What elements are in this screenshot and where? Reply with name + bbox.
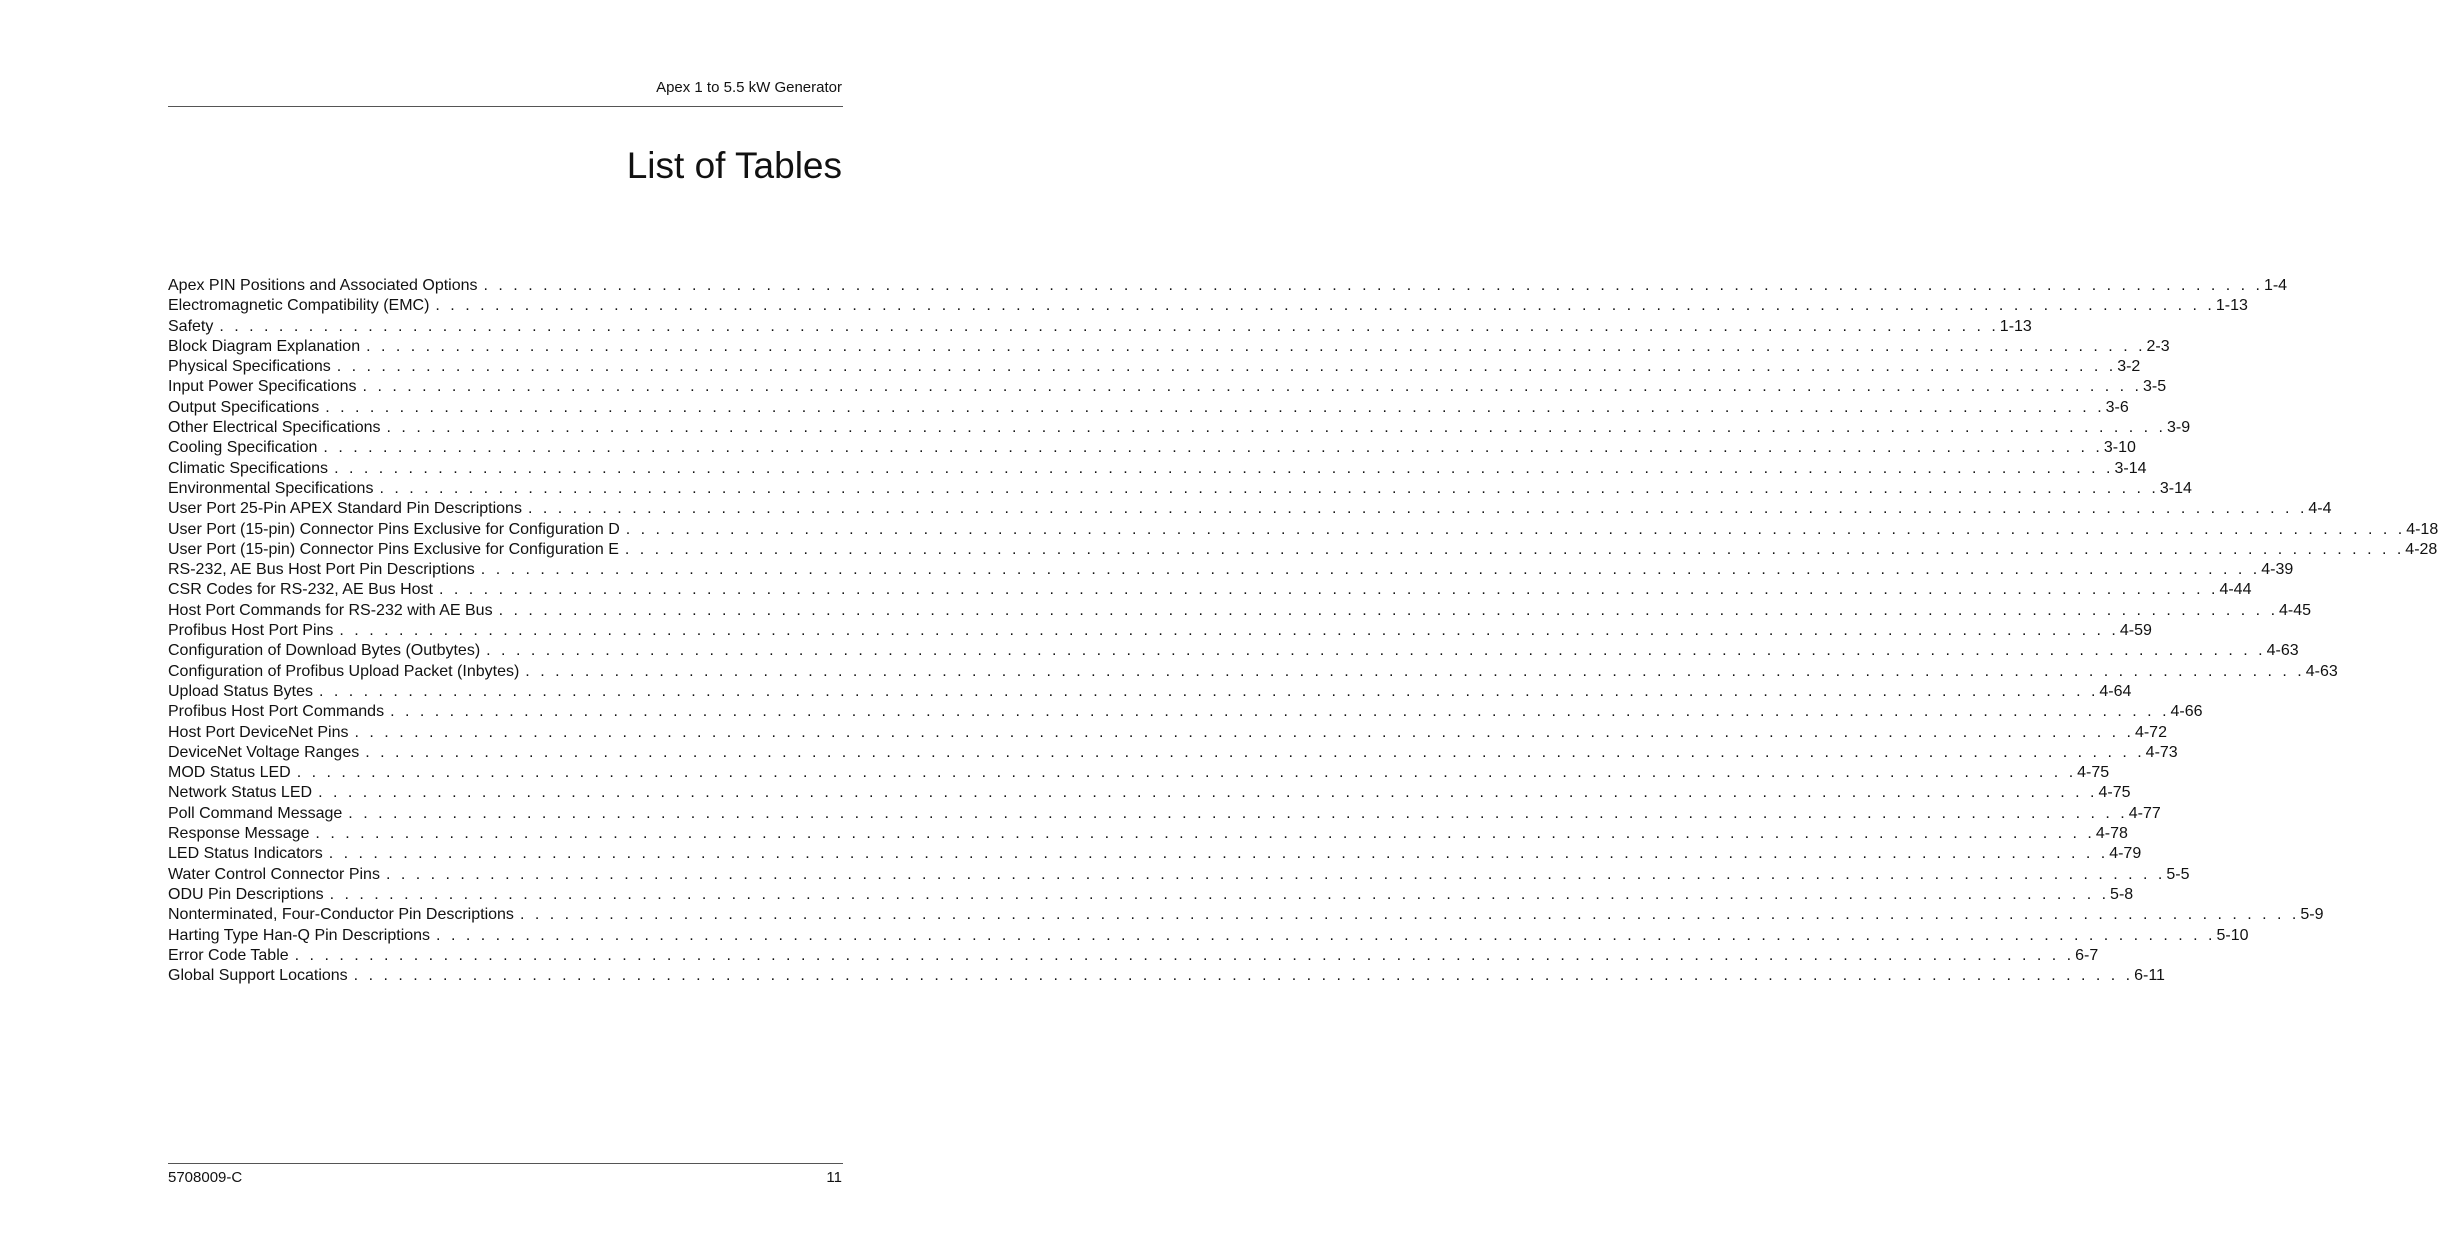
toc-leader-dots: . . . . . . . . . . . . . . . . . . . . . . . . . . . . . . . . . . . . . . . . . . . . . . . . . . . . . . . . . . . . . . . . . . . . . . . . . . . . . . . . . . . . . . . . . . . . . . . . . . . . . . . . . . . . . . . . . . . . . . . . <box>439 581 2219 599</box>
toc-entry[interactable] <box>168 926 2249 946</box>
toc-entry-page: 3-5 <box>2142 378 2167 396</box>
toc-leader-dots: . . . . . . . . . . . . . . . . . . . . . . . . . . . . . . . . . . . . . . . . . . . . . . . . . . . . . . . . . . . . . . . . . . . . . . . . . . . . . . . . . . . . . . . . . . . . . . . . . . . . . . . . . . . . . . . . . . . . . . . . <box>353 967 2134 985</box>
toc-entry-page: 4-59 <box>2119 622 2152 640</box>
toc-entry-title: Upload Status Bytes <box>168 682 313 700</box>
toc-entry-page: 5-5 <box>2166 865 2190 883</box>
toc-entry-title: Global Support Locations <box>168 967 348 985</box>
toc-leader-dots: . . . . . . . . . . . . . . . . . . . . . . . . . . . . . . . . . . . . . . . . . . . . . . . . . . . . . . . . . . . . . . . . . . . . . . . . . . . . . . . . . . . . . . . . . . . . . . . . . . . . . . . . . . . . . . . . . . . . . . . . <box>480 561 2261 579</box>
toc-leader-dots: . . . . . . . . . . . . . . . . . . . . . . . . . . . . . . . . . . . . . . . . . . . . . . . . . . . . . . . . . . . . . . . . . . . . . . . . . . . . . . . . . . . . . . . . . . . . . . . . . . . . . . . . . . . . . . . . . . . . . . . . <box>486 642 2266 660</box>
toc-entry-page: 4-77 <box>2128 804 2161 822</box>
toc-leader-dots: . . . . . . . . . . . . . . . . . . . . . . . . . . . . . . . . . . . . . . . . . . . . . . . . . . . . . . . . . . . . . . . . . . . . . . . . . . . . . . . . . . . . . . . . . . . . . . . . . . . . . . . . . . . . . . . . . . . . . . . . <box>519 906 2300 924</box>
toc-entry-title: LED Status Indicators <box>168 845 323 863</box>
toc-leader-dots: . . . . . . . . . . . . . . . . . . . . . . . . . . . . . . . . . . . . . . . . . . . . . . . . . . . . . . . . . . . . . . . . . . . . . . . . . . . . . . . . . . . . . . . . . . . . . . . . . . . . . . . . . . . . . . . . . . . . . . . . <box>625 520 2406 538</box>
toc-leader-dots: . . . . . . . . . . . . . . . . . . . . . . . . . . . . . . . . . . . . . . . . . . . . . . . . . . . . . . . . . . . . . . . . . . . . . . . . . . . . . . . . . . . . . . . . . . . . . . . . . . . . . . . . . . . . . . . . . . . . . . . . <box>525 662 2305 680</box>
toc-leader-dots: . . . . . . . . . . . . . . . . . . . . . . . . . . . . . . . . . . . . . . . . . . . . . . . . . . . . . . . . . . . . . . . . . . . . . . . . . . . . . . . . . . . . . . . . . . . . . . . . . . . . . . . . . . . . . . . . . . . . . . . . <box>315 825 2095 843</box>
toc-leader-dots: . . . . . . . . . . . . . . . . . . . . . . . . . . . . . . . . . . . . . . . . . . . . . . . . . . . . . . . . . . . . . . . . . . . . . . . . . . . . . . . . . . . . . . . . . . . . . . . . . . . . . . . . . . . . . . . . . . . . . . . . <box>527 500 2308 518</box>
document-number: 5708009-C <box>168 1169 243 1186</box>
toc-leader-dots: . . . . . . . . . . . . . . . . . . . . . . . . . . . . . . . . . . . . . . . . . . . . . . . . . . . . . . . . . . . . . . . . . . . . . . . . . . . . . . . . . . . . . . . . . . . . . . . . . . . . . . . . . . . . . . . . . . . . . . . . <box>318 784 2098 802</box>
toc-entry-page: 4-73 <box>2145 743 2178 761</box>
toc-entry[interactable] <box>168 723 2167 743</box>
toc-entry-title: User Port (15-pin) Connector Pins Exclusive for Configuration E <box>168 540 619 558</box>
toc-leader-dots: . . . . . . . . . . . . . . . . . . . . . . . . . . . . . . . . . . . . . . . . . . . . . . . . . . . . . . . . . . . . . . . . . . . . . . . . . . . . . . . . . . . . . . . . . . . . . . . . . . . . . . . . . . . . . . . . . . . . . . . . <box>219 317 1999 335</box>
toc-entry-page: 4-75 <box>2098 784 2131 802</box>
toc-entry-title: Error Code Table <box>168 946 289 964</box>
toc-entry-page: 4-4 <box>2308 500 2332 518</box>
toc-entry-page: 6-7 <box>2075 946 2099 964</box>
page-title: List of Tables <box>626 145 842 186</box>
toc-entry[interactable] <box>168 357 2141 377</box>
toc-entry[interactable] <box>168 601 2312 621</box>
toc-leader-dots: . . . . . . . . . . . . . . . . . . . . . . . . . . . . . . . . . . . . . . . . . . . . . . . . . . . . . . . . . . . . . . . . . . . . . . . . . . . . . . . . . . . . . . . . . . . . . . . . . . . . . . . . . . . . . . . . . . . . . . . . <box>379 479 2159 497</box>
toc-entry-title: MOD Status LED <box>168 764 291 782</box>
toc-leader-dots: . . . . . . . . . . . . . . . . . . . . . . . . . . . . . . . . . . . . . . . . . . . . . . . . . . . . . . . . . . . . . . . . . . . . . . . . . . . . . . . . . . . . . . . . . . . . . . . . . . . . . . . . . . . . . . . . . . . . . . . . <box>325 398 2105 416</box>
toc-entry[interactable] <box>168 682 2132 702</box>
toc-entry-title: Input Power Specifications <box>168 378 357 396</box>
toc-leader-dots: . . . . . . . . . . . . . . . . . . . . . . . . . . . . . . . . . . . . . . . . . . . . . . . . . . . . . . . . . . . . . . . . . . . . . . . . . . . . . . . . . . . . . . . . . . . . . . . . . . . . . . . . . . . . . . . . . . . . . . . . <box>435 297 2215 315</box>
footer-rule <box>168 1163 843 1164</box>
toc-entry-page: 3-9 <box>2166 419 2191 437</box>
toc-entry[interactable] <box>168 865 2190 885</box>
toc-entry[interactable] <box>168 966 2165 986</box>
toc-entry[interactable] <box>168 438 2136 458</box>
toc-leader-dots: . . . . . . . . . . . . . . . . . . . . . . . . . . . . . . . . . . . . . . . . . . . . . . . . . . . . . . . . . . . . . . . . . . . . . . . . . . . . . . . . . . . . . . . . . . . . . . . . . . . . . . . . . . . . . . . . . . . . . . . . <box>385 865 2166 883</box>
toc-entry[interactable] <box>168 377 2167 397</box>
toc-entry-page: 5-9 <box>2300 906 2324 924</box>
running-header: Apex 1 to 5.5 kW Generator <box>656 79 842 96</box>
toc-entry[interactable] <box>168 276 2288 296</box>
toc-entry-title: Apex PIN Positions and Associated Options <box>168 277 478 294</box>
toc-entry-page: 1-13 <box>2215 297 2248 315</box>
toc-entry-page: 4-39 <box>2261 561 2294 579</box>
toc-entry-title: RS-232, AE Bus Host Port Pin Descriptions <box>168 561 475 579</box>
toc-leader-dots: . . . . . . . . . . . . . . . . . . . . . . . . . . . . . . . . . . . . . . . . . . . . . . . . . . . . . . . . . . . . . . . . . . . . . . . . . . . . . . . . . . . . . . . . . . . . . . . . . . . . . . . . . . . . . . . . . . . . . . . . <box>354 723 2134 741</box>
toc-entry-title: Environmental Specifications <box>168 479 374 497</box>
toc-entry-title: ODU Pin Descriptions <box>168 885 324 903</box>
toc-entry-title: Configuration of Download Bytes (Outbytes) <box>168 642 481 660</box>
toc-entry[interactable] <box>168 804 2161 824</box>
toc-entry-title: User Port 25-Pin APEX Standard Pin Descriptions <box>168 500 522 518</box>
toc-entry-title: Profibus Host Port Pins <box>168 622 334 640</box>
toc-leader-dots: . . . . . . . . . . . . . . . . . . . . . . . . . . . . . . . . . . . . . . . . . . . . . . . . . . . . . . . . . . . . . . . . . . . . . . . . . . . . . . . . . . . . . . . . . . . . . . . . . . . . . . . . . . . . . . . . . . . . . . . . <box>483 277 2263 294</box>
toc-entry-page: 3-10 <box>2103 439 2136 457</box>
toc-entry[interactable] <box>168 763 2110 783</box>
toc-entry[interactable] <box>168 540 2438 560</box>
toc-entry-page: 5-10 <box>2216 926 2249 944</box>
toc-leader-dots: . . . . . . . . . . . . . . . . . . . . . . . . . . . . . . . . . . . . . . . . . . . . . . . . . . . . . . . . . . . . . . . . . . . . . . . . . . . . . . . . . . . . . . . . . . . . . . . . . . . . . . . . . . . . . . . . . . . . . . . . <box>323 439 2103 457</box>
toc-entry-page: 4-75 <box>2077 764 2110 782</box>
toc-entry-title: User Port (15-pin) Connector Pins Exclusive for Configuration D <box>168 520 620 538</box>
toc-entry[interactable] <box>168 905 2324 925</box>
toc-entry-page: 3-14 <box>2159 479 2192 497</box>
toc-entry[interactable] <box>168 743 2178 763</box>
toc-leader-dots: . . . . . . . . . . . . . . . . . . . . . . . . . . . . . . . . . . . . . . . . . . . . . . . . . . . . . . . . . . . . . . . . . . . . . . . . . . . . . . . . . . . . . . . . . . . . . . . . . . . . . . . . . . . . . . . . . . . . . . . . <box>386 419 2166 437</box>
toc-entry-page: 4-79 <box>2109 845 2142 863</box>
toc-entry[interactable] <box>168 560 2294 580</box>
toc-leader-dots: . . . . . . . . . . . . . . . . . . . . . . . . . . . . . . . . . . . . . . . . . . . . . . . . . . . . . . . . . . . . . . . . . . . . . . . . . . . . . . . . . . . . . . . . . . . . . . . . . . . . . . . . . . . . . . . . . . . . . . . . <box>436 926 2216 944</box>
toc-entry[interactable] <box>168 621 2152 641</box>
toc-entry-title: Network Status LED <box>168 784 313 802</box>
header-rule <box>168 106 843 107</box>
page-number: 11 <box>826 1169 842 1186</box>
toc-leader-dots: . . . . . . . . . . . . . . . . . . . . . . . . . . . . . . . . . . . . . . . . . . . . . . . . . . . . . . . . . . . . . . . . . . . . . . . . . . . . . . . . . . . . . . . . . . . . . . . . . . . . . . . . . . . . . . . . . . . . . . . . <box>318 682 2099 700</box>
toc-entry-page: 4-78 <box>2095 825 2128 843</box>
toc-entry-page: 4-64 <box>2099 682 2132 700</box>
toc-entry[interactable] <box>168 296 2248 316</box>
toc-entry-page: 4-63 <box>2305 662 2338 680</box>
toc-entry-page: 4-45 <box>2279 601 2312 619</box>
toc-entry-page: 3-14 <box>2114 459 2147 477</box>
toc-entry-title: CSR Codes for RS-232, AE Bus Host <box>168 581 433 599</box>
toc-leader-dots: . . . . . . . . . . . . . . . . . . . . . . . . . . . . . . . . . . . . . . . . . . . . . . . . . . . . . . . . . . . . . . . . . . . . . . . . . . . . . . . . . . . . . . . . . . . . . . . . . . . . . . . . . . . . . . . . . . . . . . . . <box>339 622 2119 640</box>
toc-entry[interactable] <box>168 662 2338 682</box>
toc-entry[interactable] <box>168 580 2252 600</box>
toc-entry[interactable] <box>168 885 2134 905</box>
toc-entry-page: 3-6 <box>2105 398 2129 416</box>
toc-entry-page: 6-11 <box>2134 967 2165 985</box>
toc-entry[interactable] <box>168 418 2191 438</box>
toc-leader-dots: . . . . . . . . . . . . . . . . . . . . . . . . . . . . . . . . . . . . . . . . . . . . . . . . . . . . . . . . . . . . . . . . . . . . . . . . . . . . . . . . . . . . . . . . . . . . . . . . . . . . . . . . . . . . . . . . . . . . . . . . <box>365 743 2145 761</box>
toc-leader-dots: . . . . . . . . . . . . . . . . . . . . . . . . . . . . . . . . . . . . . . . . . . . . . . . . . . . . . . . . . . . . . . . . . . . . . . . . . . . . . . . . . . . . . . . . . . . . . . . . . . . . . . . . . . . . . . . . . . . . . . . . <box>390 703 2170 721</box>
toc-leader-dots: . . . . . . . . . . . . . . . . . . . . . . . . . . . . . . . . . . . . . . . . . . . . . . . . . . . . . . . . . . . . . . . . . . . . . . . . . . . . . . . . . . . . . . . . . . . . . . . . . . . . . . . . . . . . . . . . . . . . . . . . <box>498 601 2279 619</box>
toc-entry-title: Output Specifications <box>168 398 320 416</box>
toc-entry-title: Profibus Host Port Commands <box>168 703 385 721</box>
toc-leader-dots: . . . . . . . . . . . . . . . . . . . . . . . . . . . . . . . . . . . . . . . . . . . . . . . . . . . . . . . . . . . . . . . . . . . . . . . . . . . . . . . . . . . . . . . . . . . . . . . . . . . . . . . . . . . . . . . . . . . . . . . . <box>328 845 2109 863</box>
toc-entry-page: 4-28 <box>2405 540 2438 558</box>
toc-leader-dots: . . . . . . . . . . . . . . . . . . . . . . . . . . . . . . . . . . . . . . . . . . . . . . . . . . . . . . . . . . . . . . . . . . . . . . . . . . . . . . . . . . . . . . . . . . . . . . . . . . . . . . . . . . . . . . . . . . . . . . . . <box>348 804 2128 822</box>
toc-leader-dots: . . . . . . . . . . . . . . . . . . . . . . . . . . . . . . . . . . . . . . . . . . . . . . . . . . . . . . . . . . . . . . . . . . . . . . . . . . . . . . . . . . . . . . . . . . . . . . . . . . . . . . . . . . . . . . . . . . . . . . . . <box>366 337 2146 355</box>
toc-entry[interactable] <box>168 702 2203 722</box>
toc-entry-title: Safety <box>168 317 214 335</box>
toc-entry-title: Physical Specifications <box>168 358 331 376</box>
toc-entry-title: Cooling Specification <box>168 439 318 457</box>
toc-entry-page: 3-2 <box>2117 358 2141 376</box>
toc-entry[interactable] <box>168 641 2299 661</box>
toc-leader-dots: . . . . . . . . . . . . . . . . . . . . . . . . . . . . . . . . . . . . . . . . . . . . . . . . . . . . . . . . . . . . . . . . . . . . . . . . . . . . . . . . . . . . . . . . . . . . . . . . . . . . . . . . . . . . . . . . . . . . . . . . <box>362 378 2142 396</box>
toc-entry[interactable] <box>168 844 2142 864</box>
toc-entry-title: DeviceNet Voltage Ranges <box>168 743 360 761</box>
list-of-tables <box>168 276 2438 986</box>
toc-entry-page: 4-44 <box>2219 581 2252 599</box>
toc-entry[interactable] <box>168 337 2170 357</box>
toc-entry-page: 4-63 <box>2266 642 2299 660</box>
toc-entry[interactable] <box>168 479 2192 499</box>
toc-entry-page: 4-66 <box>2170 703 2203 721</box>
toc-leader-dots: . . . . . . . . . . . . . . . . . . . . . . . . . . . . . . . . . . . . . . . . . . . . . . . . . . . . . . . . . . . . . . . . . . . . . . . . . . . . . . . . . . . . . . . . . . . . . . . . . . . . . . . . . . . . . . . . . . . . . . . . <box>296 764 2077 782</box>
toc-entry-title: Climatic Specifications <box>168 459 329 477</box>
toc-entry-title: Host Port DeviceNet Pins <box>168 723 349 741</box>
toc-leader-dots: . . . . . . . . . . . . . . . . . . . . . . . . . . . . . . . . . . . . . . . . . . . . . . . . . . . . . . . . . . . . . . . . . . . . . . . . . . . . . . . . . . . . . . . . . . . . . . . . . . . . . . . . . . . . . . . . . . . . . . . . <box>294 946 2075 964</box>
toc-entry[interactable] <box>168 783 2131 803</box>
toc-leader-dots: . . . . . . . . . . . . . . . . . . . . . . . . . . . . . . . . . . . . . . . . . . . . . . . . . . . . . . . . . . . . . . . . . . . . . . . . . . . . . . . . . . . . . . . . . . . . . . . . . . . . . . . . . . . . . . . . . . . . . . . . <box>329 885 2110 903</box>
toc-entry-title: Block Diagram Explanation <box>168 337 361 355</box>
toc-entry-page: 1-13 <box>1999 317 2032 335</box>
toc-entry-page: 5-8 <box>2110 885 2134 903</box>
toc-entry-page: 4-18 <box>2406 520 2438 538</box>
toc-entry-title: Nonterminated, Four-Conductor Pin Descriptions <box>168 906 514 924</box>
toc-entry-title: Configuration of Profibus Upload Packet (Inbytes) <box>168 662 520 680</box>
toc-entry-page: 1-4 <box>2263 277 2288 294</box>
toc-entry-title: Poll Command Message <box>168 804 343 822</box>
toc-leader-dots: . . . . . . . . . . . . . . . . . . . . . . . . . . . . . . . . . . . . . . . . . . . . . . . . . . . . . . . . . . . . . . . . . . . . . . . . . . . . . . . . . . . . . . . . . . . . . . . . . . . . . . . . . . . . . . . . . . . . . . . . <box>334 459 2114 477</box>
toc-entry[interactable] <box>168 459 2147 479</box>
toc-entry-title: Host Port Commands for RS-232 with AE Bus <box>168 601 493 619</box>
toc-entry-title: Other Electrical Specifications <box>168 419 381 437</box>
toc-entry-title: Electromagnetic Compatibility (EMC) <box>168 297 430 315</box>
toc-entry[interactable] <box>168 824 2128 844</box>
toc-entry-title: Harting Type Han-Q Pin Descriptions <box>168 926 431 944</box>
toc-entry[interactable] <box>168 946 2099 966</box>
toc-entry-title: Response Message <box>168 825 310 843</box>
toc-leader-dots: . . . . . . . . . . . . . . . . . . . . . . . . . . . . . . . . . . . . . . . . . . . . . . . . . . . . . . . . . . . . . . . . . . . . . . . . . . . . . . . . . . . . . . . . . . . . . . . . . . . . . . . . . . . . . . . . . . . . . . . . <box>624 540 2405 558</box>
toc-entry[interactable] <box>168 398 2129 418</box>
toc-entry[interactable] <box>168 499 2332 519</box>
toc-entry[interactable] <box>168 520 2438 540</box>
toc-entry[interactable] <box>168 317 2032 337</box>
toc-entry-page: 2-3 <box>2146 337 2170 355</box>
toc-entry-title: Water Control Connector Pins <box>168 865 380 883</box>
toc-leader-dots: . . . . . . . . . . . . . . . . . . . . . . . . . . . . . . . . . . . . . . . . . . . . . . . . . . . . . . . . . . . . . . . . . . . . . . . . . . . . . . . . . . . . . . . . . . . . . . . . . . . . . . . . . . . . . . . . . . . . . . . . <box>336 358 2117 376</box>
toc-entry-page: 4-72 <box>2134 723 2167 741</box>
